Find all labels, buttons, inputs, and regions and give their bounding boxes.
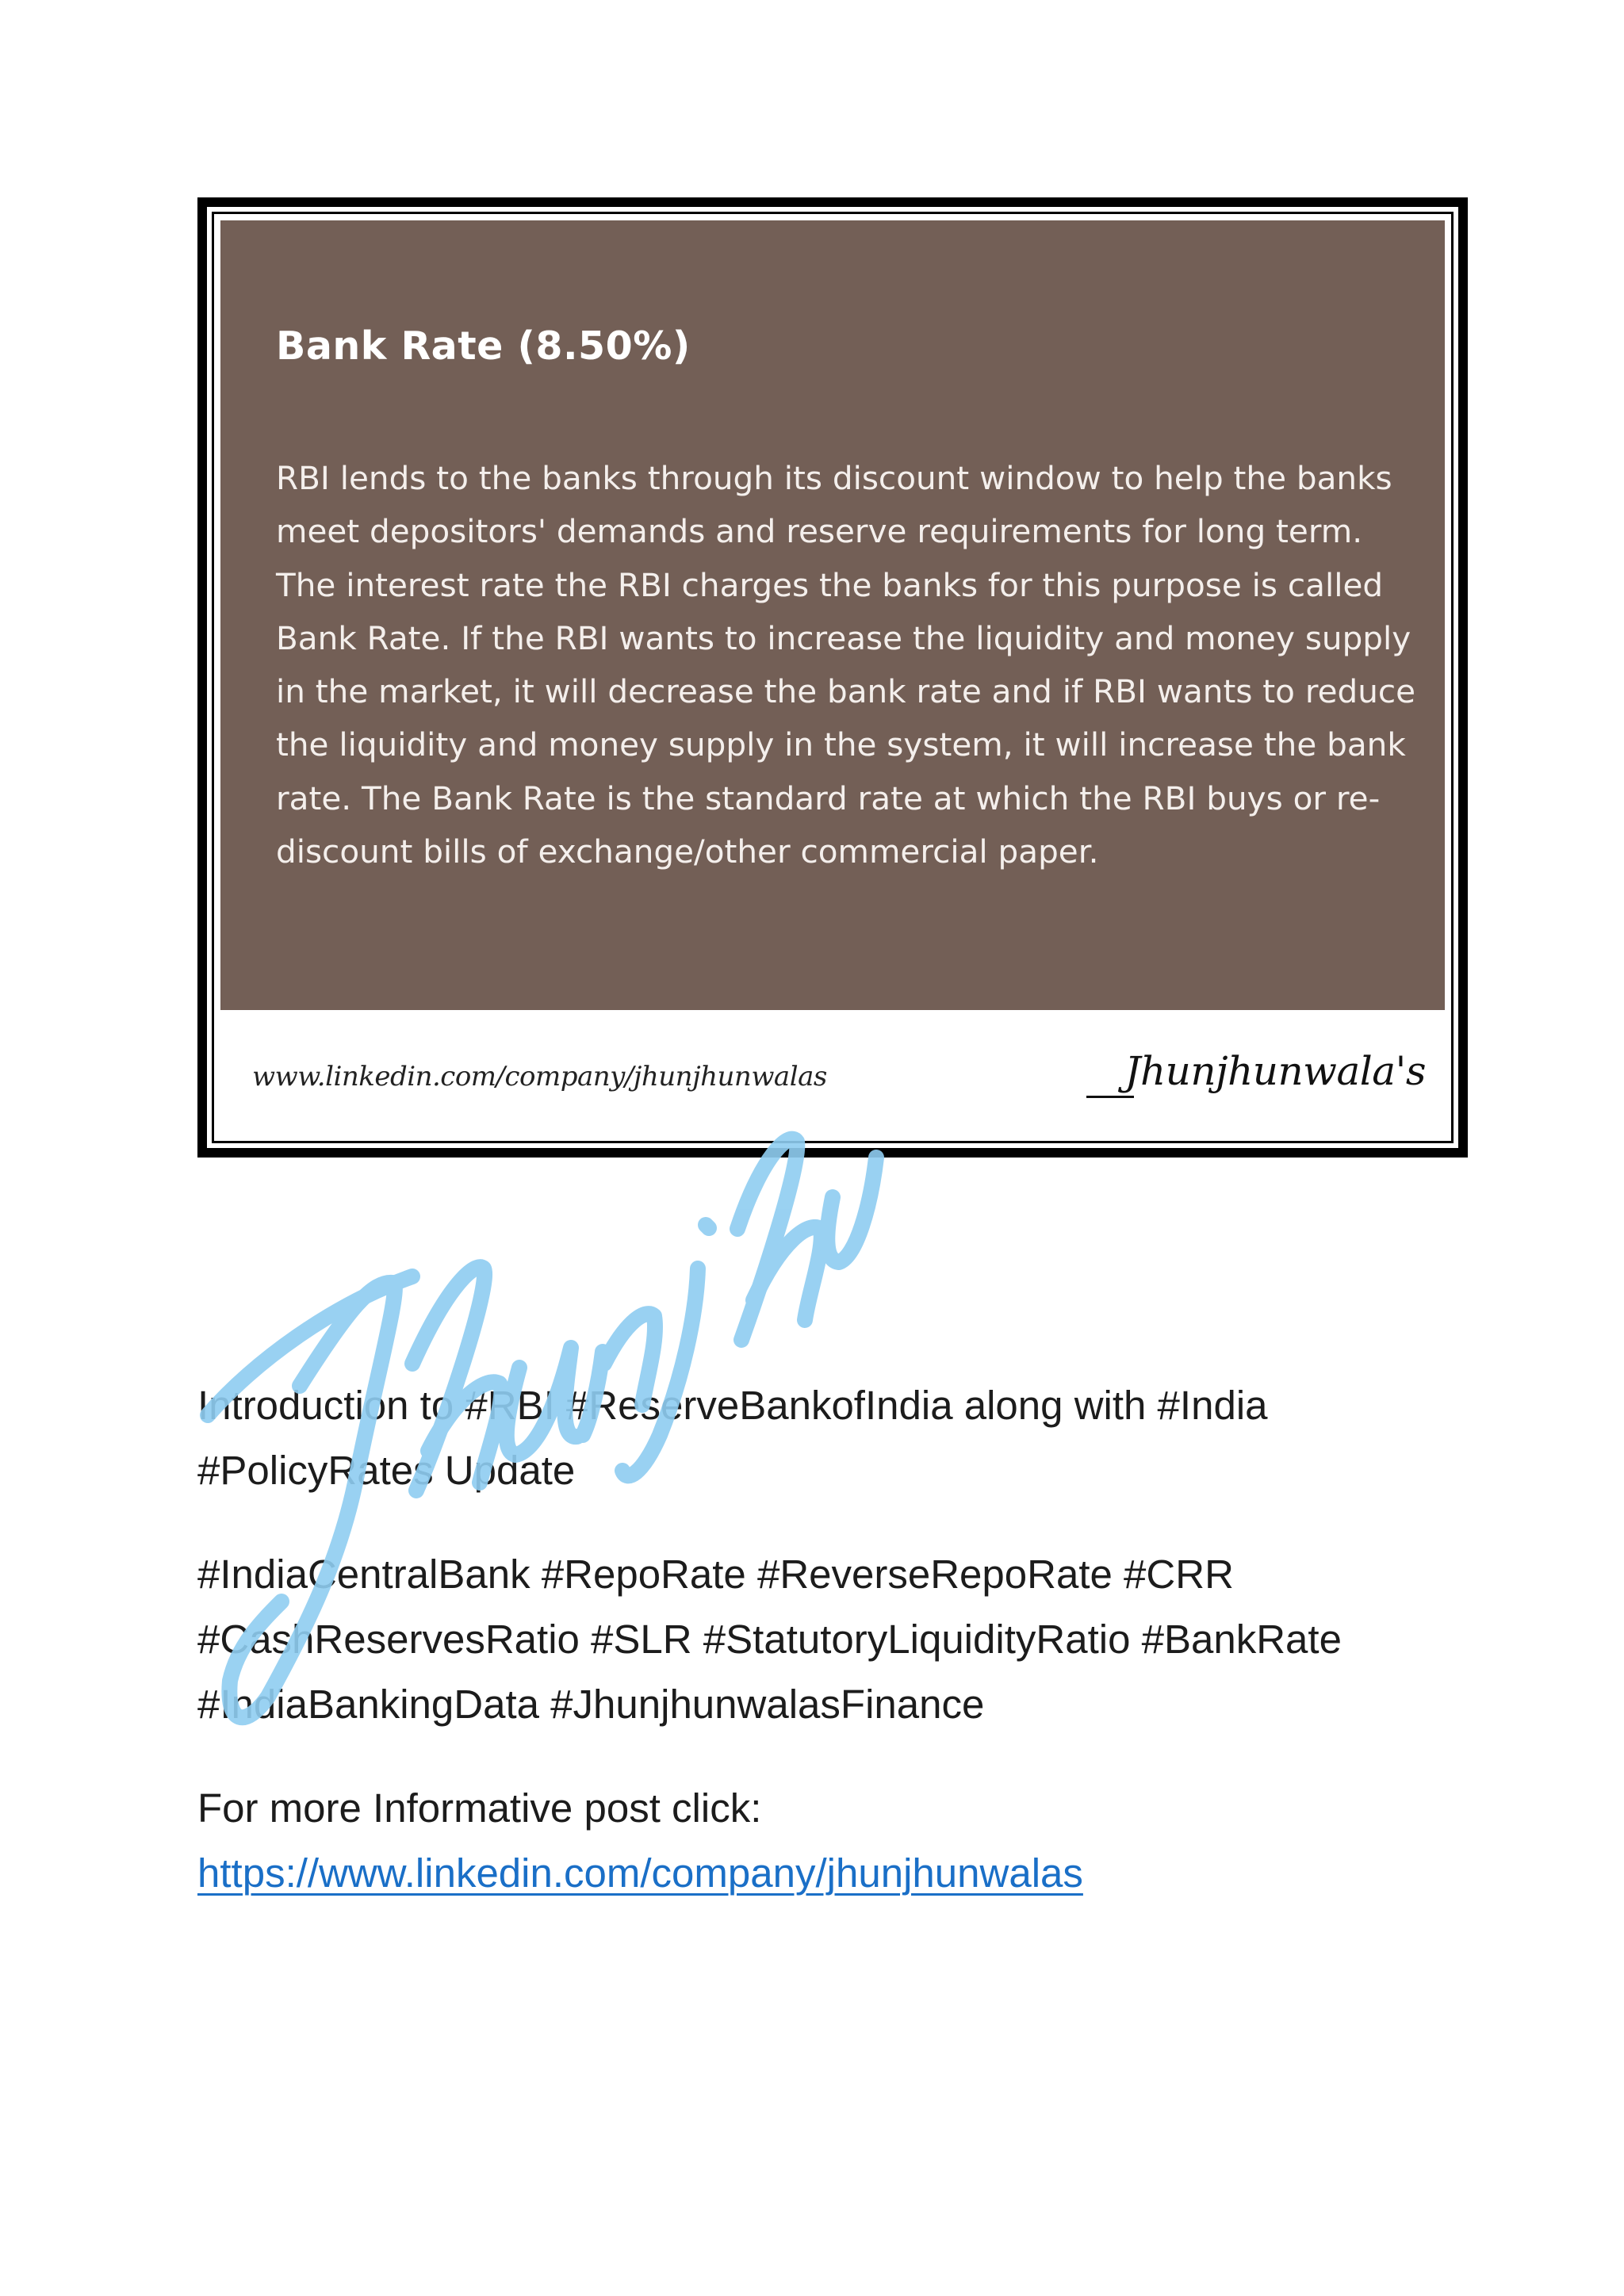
post-intro: Introduction to #RBI #ReserveBankofIndia along with #India #PolicyRates Update <box>197 1383 1268 1493</box>
slide-signature: Jhunjhunwala's <box>1124 1048 1426 1094</box>
signature-flourish <box>1086 1096 1134 1098</box>
slide-image <box>197 197 1468 1158</box>
slide-panel <box>212 212 1454 1143</box>
post-text <box>197 1373 1514 1906</box>
slide-content-area <box>220 220 1445 1013</box>
slide-footer <box>220 1010 1445 1135</box>
slide-border <box>207 207 1458 1148</box>
post-more-prefix: For more Informative post click: <box>197 1785 762 1831</box>
post-hashtags: #IndiaCentralBank #RepoRate #ReverseRepoRate #CRR #CashReservesRatio #SLR #StatutoryLiquidityRatio #BankRate #IndiaBankingData #JhunjhunwalasFinance <box>197 1552 1342 1727</box>
post-more-info <box>197 1776 1514 1906</box>
linkedin-link[interactable]: https://www.linkedin.com/company/jhunjhunwalas <box>197 1850 1083 1896</box>
slide-body-text: RBI lends to the banks through its discount window to help the banks meet depositors' demands and reserve requirements for long term. The interest rate the RBI charges the banks for this purpose is called Bank Rate. If the RBI wants to increase the liquidity and money supply in the market, it will decrease the bank rate and if RBI wants to reduce the liquidity and money supply in the system, it will increase the bank rate. The Bank Rate is the standard rate at which the RBI buys or re-discount bills of exchange/other commercial paper. <box>276 459 1416 871</box>
slide-title: Bank Rate (8.50%) <box>276 323 691 369</box>
slide-footer-url: www.linkedin.com/company/jhunjhunwalas <box>252 1061 827 1093</box>
